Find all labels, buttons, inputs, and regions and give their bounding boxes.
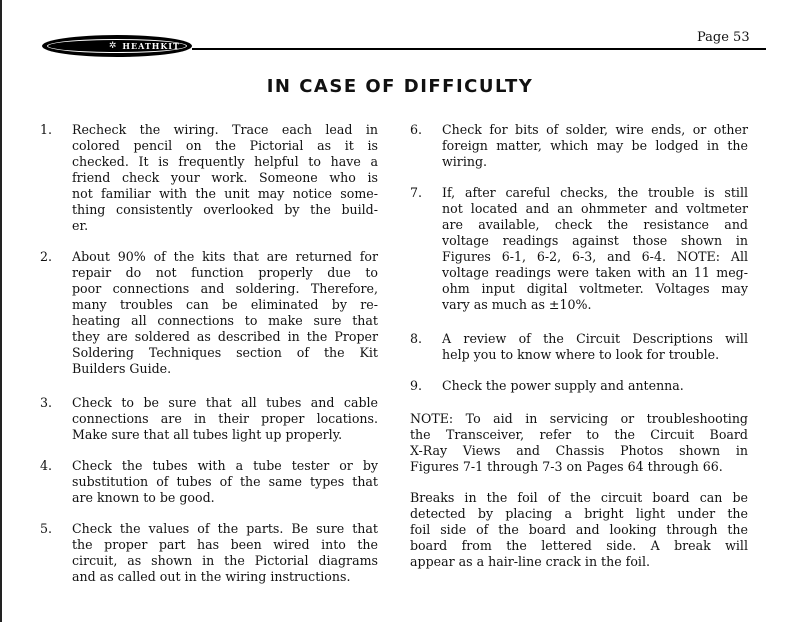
text-line: the proper part has been wired into the xyxy=(72,537,378,552)
text-line: NOTE: To aid in servicing or troubleshooting xyxy=(410,411,748,426)
text-line: Check the tubes with a tube tester or by xyxy=(72,458,378,473)
text-line: Builders Guide. xyxy=(72,361,172,376)
text-line: X-Ray Views and Chassis Photos shown in xyxy=(410,443,748,458)
text-line: are known to be good. xyxy=(72,490,215,505)
text-line: many troubles can be eliminated by re- xyxy=(72,297,378,312)
text-line: the Transceiver, refer to the Circuit Board xyxy=(410,427,748,442)
item-number: 9. xyxy=(410,378,423,393)
text-line: foreign matter, which may be lodged in the xyxy=(442,138,748,153)
text-line: they are soldered as described in the Proper xyxy=(72,329,378,344)
text-line: detected by placing a bright light under the xyxy=(410,506,748,521)
text-line: and as called out in the wiring instructions. xyxy=(72,569,351,584)
logo-text: HEATHKIT xyxy=(122,41,180,51)
text-line: Check for bits of solder, wire ends, or other xyxy=(442,122,748,137)
text-line: colored pencil on the Pictorial as it is xyxy=(72,138,378,153)
text-line: not located and an ohmmeter and voltmeter xyxy=(442,201,748,216)
text-line: board from the lettered side. A break will xyxy=(410,538,748,553)
text-line: voltage readings against those shown in xyxy=(442,233,748,248)
text-line: Make sure that all tubes light up properly. xyxy=(72,427,343,442)
text-line: Figures 6-1, 6-2, 6-3, and 6-4. NOTE: All xyxy=(442,249,748,264)
text-line: wiring. xyxy=(442,154,488,169)
text-line: voltage readings were taken with an 11 meg- xyxy=(442,265,748,280)
text-line: foil side of the board and looking through the xyxy=(410,522,748,537)
heathkit-logo xyxy=(42,35,192,57)
atom-icon: ✲ xyxy=(108,41,117,51)
item-number: 5. xyxy=(40,521,53,536)
text-line: friend check your work. Someone who is xyxy=(72,170,378,185)
header-rule xyxy=(192,48,766,50)
text-line: poor connections and soldering. Therefore, xyxy=(72,281,378,296)
item-number: 7. xyxy=(410,185,423,200)
text-line: checked. It is frequently helpful to have a xyxy=(72,154,378,169)
text-line: not familiar with the unit may notice some- xyxy=(72,186,378,201)
item-number: 3. xyxy=(40,395,53,410)
text-line: help you to know where to look for trouble. xyxy=(442,347,720,362)
text-line: thing consistently overlooked by the build- xyxy=(72,202,378,217)
text-line: connections are in their proper locations. xyxy=(72,411,378,426)
item-number: 2. xyxy=(40,249,53,264)
item-number: 4. xyxy=(40,458,53,473)
text-line: Check to be sure that all tubes and cable xyxy=(72,395,378,410)
text-line: appear as a hair-line crack in the foil. xyxy=(410,554,650,569)
text-line: heating all connections to make sure that xyxy=(72,313,378,328)
page-title: IN CASE OF DIFFICULTY xyxy=(266,76,534,97)
item-number: 1. xyxy=(40,122,53,137)
text-line: Figures 7-1 through 7-3 on Pages 64 through 66. xyxy=(410,459,723,474)
text-line: are available, check the resistance and xyxy=(442,217,748,232)
text-line: About 90% of the kits that are returned for xyxy=(72,249,378,264)
text-line: Recheck the wiring. Trace each lead in xyxy=(72,122,378,137)
text-line: Soldering Techniques section of the Kit xyxy=(72,345,378,360)
text-line: repair do not function properly due to xyxy=(72,265,378,280)
text-line: ohm input digital voltmeter. Voltages may xyxy=(442,281,748,296)
text-line: If, after careful checks, the trouble is still xyxy=(442,185,748,200)
text-line: circuit, as shown in the Pictorial diagrams xyxy=(72,553,378,568)
item-number: 8. xyxy=(410,331,423,346)
page-number: Page 53 xyxy=(697,30,750,45)
text-line: substitution of tubes of the same types that xyxy=(72,474,378,489)
text-line: A review of the Circuit Descriptions will xyxy=(442,331,748,346)
text-line: Check the power supply and antenna. xyxy=(442,378,684,393)
text-line: Breaks in the foil of the circuit board can be xyxy=(410,490,748,505)
text-line: vary as much as ±10%. xyxy=(442,297,592,312)
text-line: Check the values of the parts. Be sure that xyxy=(72,521,378,536)
item-number: 6. xyxy=(410,122,423,137)
text-line: er. xyxy=(72,218,89,233)
